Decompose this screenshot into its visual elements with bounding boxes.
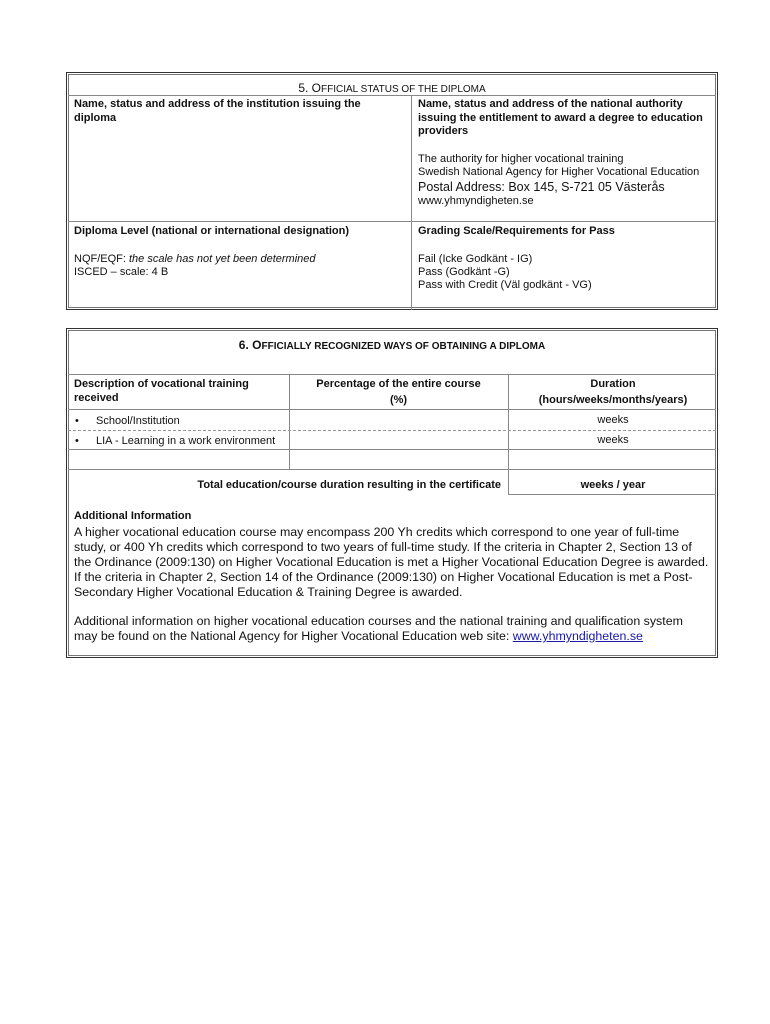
yhmyndigheten-link[interactable]: www.yhmyndigheten.se	[512, 629, 643, 643]
authority-web: www.yhmyndigheten.se	[418, 195, 534, 207]
diploma-level-heading: Diploma Level (national or international designation)	[74, 225, 350, 237]
row-1-bullet: •	[75, 415, 79, 427]
row-1-label: School/Institution	[96, 415, 180, 427]
col1-heading: Description of vocational training received	[74, 378, 249, 404]
authority-line-2: Swedish National Agency for Higher Vocational Education	[418, 166, 700, 178]
nqf-value: the scale has not yet been determined	[129, 253, 316, 265]
grading-heading: Grading Scale/Requirements for Pass	[418, 225, 615, 237]
section-5-column-divider	[411, 95, 412, 310]
nqf-line	[74, 253, 316, 267]
row-2-bullet: •	[75, 435, 79, 447]
section-6-box	[66, 328, 718, 658]
row-2-divider	[68, 449, 716, 450]
total-label: Total education/course duration resulting in the certificate	[197, 479, 501, 491]
total-row-bottom	[508, 494, 716, 495]
more-info-text: Additional information on higher vocational education courses and the national training and qualification system may be found on the National Agency for Higher Vocational Education web site:	[74, 614, 683, 643]
row-1-divider	[68, 430, 716, 431]
institution-heading: Name, status and address of the institution issuing the diploma	[74, 98, 361, 124]
section-6-title: 6. OFFICIALLY RECOGNIZED WAYS OF OBTAINING A DIPLOMA	[238, 338, 546, 352]
authority-line-1: The authority for higher vocational training	[418, 153, 624, 165]
row-2-label: LIA - Learning in a work environment	[96, 435, 276, 447]
col3-heading-line2: (hours/weeks/months/years)	[538, 394, 688, 406]
isced-line: ISCED – scale: 4 B	[74, 266, 169, 278]
nqf-label: NQF/EQF:	[74, 253, 129, 265]
table-header-divider	[68, 409, 716, 410]
table-top-line	[68, 374, 716, 375]
section-5-row-divider	[68, 221, 716, 222]
more-info-paragraph	[74, 614, 709, 644]
empty-row-divider	[68, 469, 716, 470]
grade-credit: Pass with Credit (Väl godkänt - VG)	[418, 279, 592, 291]
col2-heading-line1: Percentage of the entire course	[316, 378, 481, 390]
grade-fail: Fail (Icke Godkänt - IG)	[418, 253, 533, 265]
additional-info-heading: Additional Information	[74, 510, 192, 522]
authority-heading: Name, status and address of the national authority issuing the entitlement to award a degree to education providers	[418, 98, 703, 137]
col3-heading-line1: Duration	[590, 378, 636, 390]
authority-address: Postal Address: Box 145, S-721 05 Västerås	[418, 180, 665, 194]
col2-heading-line2: (%)	[389, 394, 408, 406]
section-5-title-divider	[68, 95, 716, 96]
row-2-duration: weeks	[597, 434, 629, 446]
section-5-box	[66, 72, 718, 310]
total-value: weeks / year	[580, 479, 646, 491]
row-1-duration: weeks	[597, 414, 629, 426]
section-5-title: 5. OFFICIAL STATUS OF THE DIPLOMA	[298, 81, 486, 95]
additional-info-text: A higher vocational education course may encompass 200 Yh credits which correspond to one year of full-time study, or 400 Yh credits which correspond to two years of full-time study. If the criteria in Chapter 2, Section 13 of the Ordinance (2009:130) on Higher Vocational Education is met a Higher Vocational Education Degree is awarded. If the criteria in Chapter 2, Section 14 of the Ordinance (2009:130) on Higher Vocational Education is met a Post-Secondary Higher Vocational Education & Training Degree is awarded.	[74, 525, 709, 599]
grade-pass: Pass (Godkänt -G)	[418, 266, 510, 278]
